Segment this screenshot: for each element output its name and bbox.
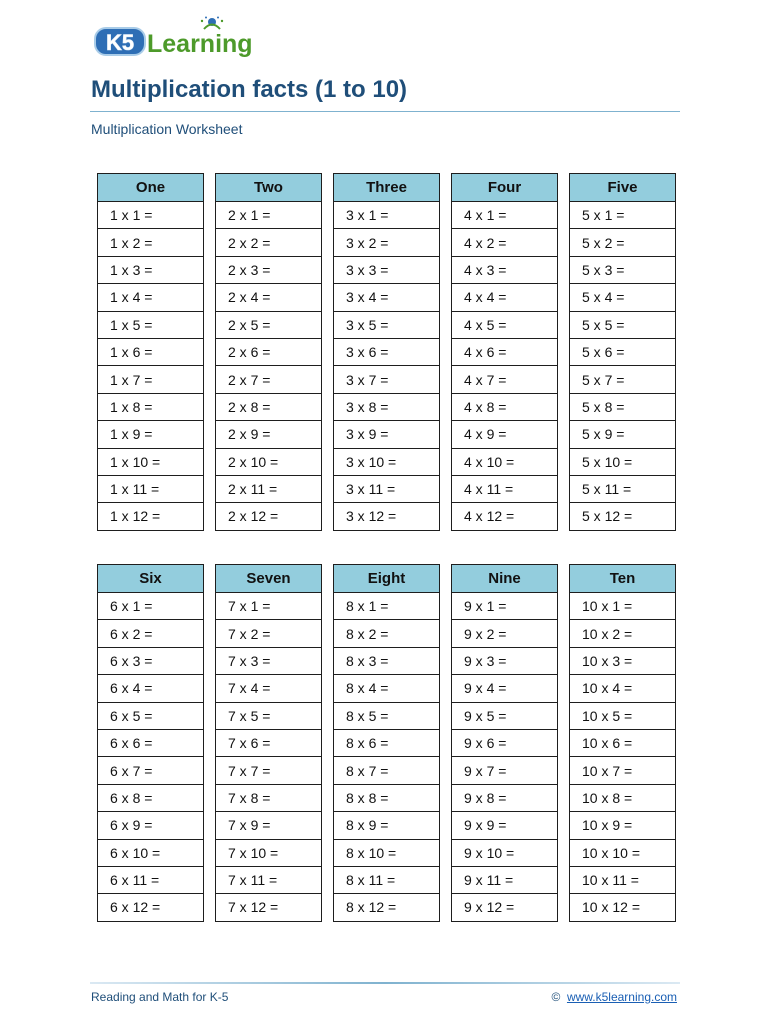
fact-table-header: Seven <box>216 565 322 593</box>
fact-cell: 10 x 8 = <box>570 784 676 811</box>
fact-cell: 6 x 11 = <box>98 866 204 893</box>
table-row <box>570 202 676 229</box>
table-row <box>452 202 558 229</box>
fact-cell: 3 x 12 = <box>334 503 440 530</box>
table-row <box>98 839 204 866</box>
fact-cell: 10 x 4 = <box>570 675 676 702</box>
table-row <box>570 421 676 448</box>
table-row <box>216 311 322 338</box>
fact-cell: 3 x 9 = <box>334 421 440 448</box>
table-row <box>570 229 676 256</box>
fact-cell: 5 x 3 = <box>570 256 676 283</box>
table-row <box>98 202 204 229</box>
fact-cell: 6 x 3 = <box>98 647 204 674</box>
fact-cell: 8 x 1 = <box>334 593 440 620</box>
fact-cell: 9 x 12 = <box>452 894 558 921</box>
table-row <box>98 366 204 393</box>
fact-cell: 9 x 8 = <box>452 784 558 811</box>
table-row <box>216 593 322 620</box>
fact-cell: 1 x 5 = <box>98 311 204 338</box>
fact-cell: 1 x 6 = <box>98 338 204 365</box>
table-row <box>98 475 204 502</box>
title-divider <box>90 111 680 112</box>
table-row <box>216 256 322 283</box>
fact-cell: 10 x 7 = <box>570 757 676 784</box>
table-row <box>216 366 322 393</box>
fact-table-eight <box>333 564 440 922</box>
table-row <box>452 229 558 256</box>
fact-table-header: Four <box>452 174 558 202</box>
table-row <box>334 503 440 530</box>
fact-cell: 8 x 2 = <box>334 620 440 647</box>
table-row <box>216 503 322 530</box>
fact-cell: 5 x 9 = <box>570 421 676 448</box>
fact-cell: 9 x 10 = <box>452 839 558 866</box>
table-row <box>452 475 558 502</box>
fact-table-header: One <box>98 174 204 202</box>
fact-cell: 8 x 7 = <box>334 757 440 784</box>
fact-cell: 9 x 7 = <box>452 757 558 784</box>
fact-cell: 5 x 5 = <box>570 311 676 338</box>
fact-cell: 10 x 3 = <box>570 647 676 674</box>
table-row <box>334 812 440 839</box>
fact-cell: 1 x 7 = <box>98 366 204 393</box>
fact-cell: 4 x 9 = <box>452 421 558 448</box>
table-row <box>98 784 204 811</box>
table-row <box>452 503 558 530</box>
table-row <box>216 202 322 229</box>
table-row <box>334 475 440 502</box>
table-row <box>452 839 558 866</box>
fact-cell: 10 x 11 = <box>570 866 676 893</box>
table-row <box>570 338 676 365</box>
fact-table-ten <box>569 564 676 922</box>
table-row <box>216 757 322 784</box>
fact-cell: 9 x 4 = <box>452 675 558 702</box>
table-row <box>570 393 676 420</box>
table-row <box>452 256 558 283</box>
fact-cell: 6 x 2 = <box>98 620 204 647</box>
table-row <box>334 702 440 729</box>
fact-table-five <box>569 173 676 531</box>
fact-cell: 2 x 12 = <box>216 503 322 530</box>
table-row <box>334 784 440 811</box>
fact-cell: 7 x 1 = <box>216 593 322 620</box>
table-row <box>216 866 322 893</box>
fact-cell: 3 x 10 = <box>334 448 440 475</box>
footer-tagline: Reading and Math for K-5 <box>91 990 229 1004</box>
table-row <box>334 729 440 756</box>
fact-cell: 6 x 7 = <box>98 757 204 784</box>
table-row <box>334 284 440 311</box>
fact-cell: 4 x 2 = <box>452 229 558 256</box>
fact-cell: 2 x 8 = <box>216 393 322 420</box>
table-row <box>334 620 440 647</box>
table-row <box>570 675 676 702</box>
fact-cell: 3 x 4 = <box>334 284 440 311</box>
fact-table-header: Nine <box>452 565 558 593</box>
table-row <box>98 647 204 674</box>
fact-cell: 1 x 12 = <box>98 503 204 530</box>
table-row <box>452 620 558 647</box>
table-row <box>216 338 322 365</box>
fact-cell: 7 x 5 = <box>216 702 322 729</box>
table-row <box>98 421 204 448</box>
table-row <box>98 393 204 420</box>
fact-cell: 2 x 9 = <box>216 421 322 448</box>
table-row <box>570 366 676 393</box>
table-row <box>452 729 558 756</box>
table-row <box>452 311 558 338</box>
table-row <box>334 839 440 866</box>
table-row <box>334 593 440 620</box>
fact-cell: 9 x 9 = <box>452 812 558 839</box>
fact-cell: 6 x 10 = <box>98 839 204 866</box>
fact-cell: 7 x 10 = <box>216 839 322 866</box>
fact-cell: 6 x 1 = <box>98 593 204 620</box>
fact-cell: 6 x 12 = <box>98 894 204 921</box>
fact-cell: 10 x 1 = <box>570 593 676 620</box>
table-row <box>216 839 322 866</box>
fact-cell: 9 x 11 = <box>452 866 558 893</box>
table-row <box>98 702 204 729</box>
table-row <box>570 284 676 311</box>
fact-cell: 5 x 10 = <box>570 448 676 475</box>
table-row <box>98 593 204 620</box>
k5-learning-logo <box>94 16 264 60</box>
table-row <box>570 475 676 502</box>
table-row <box>216 229 322 256</box>
fact-cell: 3 x 1 = <box>334 202 440 229</box>
fact-cell: 1 x 9 = <box>98 421 204 448</box>
fact-cell: 8 x 3 = <box>334 647 440 674</box>
fact-cell: 8 x 11 = <box>334 866 440 893</box>
fact-cell: 6 x 5 = <box>98 702 204 729</box>
table-row <box>334 757 440 784</box>
fact-table-two <box>215 173 322 531</box>
fact-cell: 7 x 4 = <box>216 675 322 702</box>
fact-table-row-2 <box>97 564 676 922</box>
table-row <box>98 503 204 530</box>
fact-cell: 5 x 7 = <box>570 366 676 393</box>
table-row <box>98 757 204 784</box>
table-row <box>452 366 558 393</box>
fact-table-header: Two <box>216 174 322 202</box>
fact-cell: 10 x 10 = <box>570 839 676 866</box>
table-row <box>334 894 440 921</box>
svg-text:Learning: Learning <box>147 30 253 58</box>
fact-cell: 10 x 2 = <box>570 620 676 647</box>
table-row <box>452 757 558 784</box>
fact-cell: 10 x 9 = <box>570 812 676 839</box>
fact-cell: 4 x 12 = <box>452 503 558 530</box>
table-row <box>334 338 440 365</box>
footer-copyright <box>551 990 677 1004</box>
fact-cell: 1 x 3 = <box>98 256 204 283</box>
table-row <box>452 393 558 420</box>
fact-cell: 5 x 1 = <box>570 202 676 229</box>
table-row <box>216 421 322 448</box>
table-row <box>216 620 322 647</box>
fact-cell: 7 x 12 = <box>216 894 322 921</box>
table-row <box>334 675 440 702</box>
fact-cell: 3 x 7 = <box>334 366 440 393</box>
table-row <box>570 702 676 729</box>
table-row <box>452 702 558 729</box>
fact-cell: 3 x 11 = <box>334 475 440 502</box>
fact-cell: 4 x 7 = <box>452 366 558 393</box>
table-row <box>334 366 440 393</box>
fact-cell: 8 x 4 = <box>334 675 440 702</box>
table-row <box>452 284 558 311</box>
fact-cell: 7 x 9 = <box>216 812 322 839</box>
fact-cell: 4 x 8 = <box>452 393 558 420</box>
table-row <box>334 202 440 229</box>
table-row <box>452 675 558 702</box>
fact-cell: 4 x 6 = <box>452 338 558 365</box>
fact-cell: 2 x 3 = <box>216 256 322 283</box>
table-row <box>216 675 322 702</box>
table-row <box>452 784 558 811</box>
fact-cell: 2 x 1 = <box>216 202 322 229</box>
table-row <box>452 866 558 893</box>
fact-cell: 2 x 6 = <box>216 338 322 365</box>
fact-table-header: Five <box>570 174 676 202</box>
fact-table-nine <box>451 564 558 922</box>
fact-cell: 5 x 6 = <box>570 338 676 365</box>
fact-cell: 4 x 4 = <box>452 284 558 311</box>
table-row <box>570 784 676 811</box>
table-row <box>334 256 440 283</box>
fact-table-three <box>333 173 440 531</box>
fact-cell: 2 x 4 = <box>216 284 322 311</box>
table-row <box>216 812 322 839</box>
fact-cell: 4 x 1 = <box>452 202 558 229</box>
fact-cell: 6 x 9 = <box>98 812 204 839</box>
table-row <box>452 448 558 475</box>
table-row <box>570 812 676 839</box>
fact-cell: 9 x 6 = <box>452 729 558 756</box>
table-row <box>216 393 322 420</box>
fact-table-six <box>97 564 204 922</box>
fact-table-header: Eight <box>334 565 440 593</box>
fact-cell: 2 x 2 = <box>216 229 322 256</box>
table-row <box>452 647 558 674</box>
table-row <box>98 675 204 702</box>
table-row <box>570 866 676 893</box>
fact-cell: 5 x 4 = <box>570 284 676 311</box>
table-row <box>452 894 558 921</box>
fact-cell: 8 x 10 = <box>334 839 440 866</box>
table-row <box>216 284 322 311</box>
fact-cell: 5 x 8 = <box>570 393 676 420</box>
table-row <box>334 229 440 256</box>
table-row <box>334 393 440 420</box>
table-row <box>570 620 676 647</box>
table-row <box>452 421 558 448</box>
fact-cell: 8 x 12 = <box>334 894 440 921</box>
table-row <box>570 593 676 620</box>
website-link[interactable]: www.k5learning.com <box>566 990 677 1004</box>
table-row <box>98 620 204 647</box>
fact-cell: 2 x 7 = <box>216 366 322 393</box>
fact-cell: 7 x 11 = <box>216 866 322 893</box>
fact-cell: 1 x 8 = <box>98 393 204 420</box>
fact-table-four <box>451 173 558 531</box>
table-row <box>570 256 676 283</box>
fact-table-one <box>97 173 204 531</box>
fact-cell: 10 x 6 = <box>570 729 676 756</box>
fact-cell: 8 x 9 = <box>334 812 440 839</box>
table-row <box>570 839 676 866</box>
table-row <box>98 894 204 921</box>
fact-cell: 1 x 1 = <box>98 202 204 229</box>
fact-cell: 3 x 2 = <box>334 229 440 256</box>
fact-cell: 7 x 8 = <box>216 784 322 811</box>
table-row <box>570 729 676 756</box>
fact-cell: 6 x 8 = <box>98 784 204 811</box>
table-row <box>216 702 322 729</box>
table-row <box>216 784 322 811</box>
table-row <box>570 311 676 338</box>
fact-cell: 3 x 8 = <box>334 393 440 420</box>
table-row <box>98 729 204 756</box>
fact-cell: 1 x 11 = <box>98 475 204 502</box>
fact-cell: 6 x 4 = <box>98 675 204 702</box>
table-row <box>216 475 322 502</box>
table-row <box>570 503 676 530</box>
table-row <box>98 866 204 893</box>
fact-cell: 8 x 6 = <box>334 729 440 756</box>
table-row <box>216 448 322 475</box>
fact-cell: 1 x 10 = <box>98 448 204 475</box>
fact-cell: 8 x 5 = <box>334 702 440 729</box>
svg-text:K5: K5 <box>105 30 135 55</box>
fact-cell: 3 x 3 = <box>334 256 440 283</box>
fact-cell: 1 x 2 = <box>98 229 204 256</box>
fact-table-header: Three <box>334 174 440 202</box>
fact-cell: 9 x 1 = <box>452 593 558 620</box>
fact-table-seven <box>215 564 322 922</box>
fact-cell: 7 x 2 = <box>216 620 322 647</box>
table-row <box>570 647 676 674</box>
fact-cell: 1 x 4 = <box>98 284 204 311</box>
copyright-symbol: © <box>551 990 561 1004</box>
fact-cell: 5 x 2 = <box>570 229 676 256</box>
table-row <box>570 757 676 784</box>
table-row <box>452 593 558 620</box>
fact-cell: 5 x 12 = <box>570 503 676 530</box>
fact-cell: 3 x 5 = <box>334 311 440 338</box>
page-title: Multiplication facts (1 to 10) <box>91 76 408 103</box>
fact-cell: 5 x 11 = <box>570 475 676 502</box>
table-row <box>216 647 322 674</box>
table-row <box>98 256 204 283</box>
fact-cell: 7 x 7 = <box>216 757 322 784</box>
table-row <box>334 448 440 475</box>
table-row <box>570 448 676 475</box>
fact-cell: 4 x 3 = <box>452 256 558 283</box>
table-row <box>98 448 204 475</box>
table-row <box>98 812 204 839</box>
fact-cell: 7 x 3 = <box>216 647 322 674</box>
k5-logo-mark <box>94 16 264 60</box>
table-row <box>98 338 204 365</box>
table-row <box>334 647 440 674</box>
fact-cell: 6 x 6 = <box>98 729 204 756</box>
table-row <box>98 311 204 338</box>
page-subtitle: Multiplication Worksheet <box>91 121 243 137</box>
fact-cell: 9 x 3 = <box>452 647 558 674</box>
table-row <box>334 866 440 893</box>
fact-table-header: Ten <box>570 565 676 593</box>
fact-cell: 2 x 11 = <box>216 475 322 502</box>
fact-cell: 2 x 5 = <box>216 311 322 338</box>
table-row <box>570 894 676 921</box>
table-row <box>452 338 558 365</box>
table-row <box>452 812 558 839</box>
table-row <box>334 311 440 338</box>
fact-cell: 3 x 6 = <box>334 338 440 365</box>
fact-cell: 4 x 11 = <box>452 475 558 502</box>
fact-cell: 7 x 6 = <box>216 729 322 756</box>
table-row <box>98 284 204 311</box>
fact-cell: 4 x 10 = <box>452 448 558 475</box>
fact-cell: 4 x 5 = <box>452 311 558 338</box>
table-row <box>98 229 204 256</box>
table-row <box>216 729 322 756</box>
fact-cell: 9 x 5 = <box>452 702 558 729</box>
fact-cell: 9 x 2 = <box>452 620 558 647</box>
fact-cell: 10 x 5 = <box>570 702 676 729</box>
footer-divider <box>90 982 680 984</box>
fact-table-header: Six <box>98 565 204 593</box>
table-row <box>216 894 322 921</box>
fact-cell: 2 x 10 = <box>216 448 322 475</box>
table-row <box>334 421 440 448</box>
fact-cell: 8 x 8 = <box>334 784 440 811</box>
fact-cell: 10 x 12 = <box>570 894 676 921</box>
fact-table-row-1 <box>97 173 676 531</box>
